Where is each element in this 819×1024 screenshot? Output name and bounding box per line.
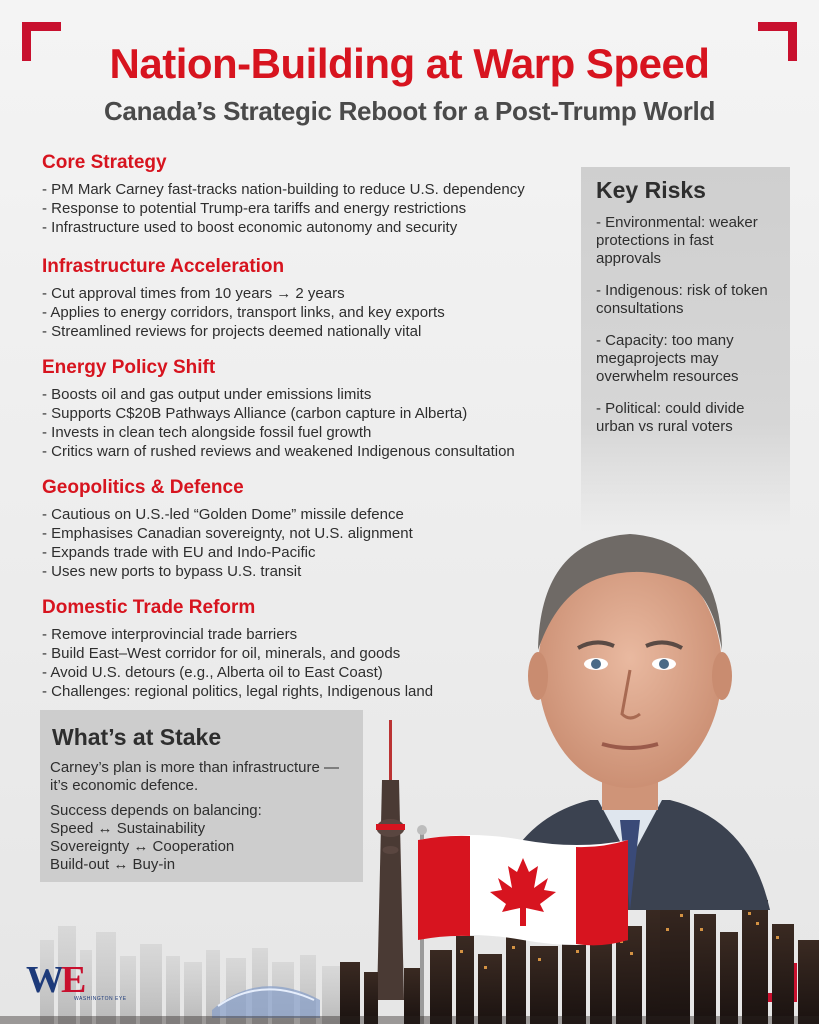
list-item: - Supports C$20B Pathways Alliance (carbon capture in Alberta) <box>42 404 515 423</box>
list-item: - Build East–West corridor for oil, minerals, and goods <box>42 644 433 663</box>
section-heading: Core Strategy <box>42 152 167 173</box>
key-risks-heading: Key Risks <box>596 177 706 203</box>
section-heading: Geopolitics & Defence <box>42 477 244 498</box>
list-item: - Boosts oil and gas output under emissions limits <box>42 385 515 404</box>
list-item: - PM Mark Carney fast-tracks nation-building to reduce U.S. dependency <box>42 180 525 199</box>
list-item: - Cautious on U.S.-led “Golden Dome” missile defence <box>42 505 413 524</box>
list-item: - Response to potential Trump-era tariffs and energy restrictions <box>42 199 525 218</box>
key-risks-panel <box>581 167 790 533</box>
list-item: - Applies to energy corridors, transport links, and key exports <box>42 303 445 322</box>
list-item: - Critics warn of rushed reviews and weakened Indigenous consultation <box>42 442 515 461</box>
section-geopolitics-defence <box>42 477 413 581</box>
list-item: - Streamlined reviews for projects deemed nationally vital <box>42 322 445 341</box>
canadian-flag-icon <box>418 830 628 950</box>
cn-tower-shape <box>376 720 405 1000</box>
section-infrastructure-acceleration <box>42 256 445 341</box>
risk-item: - Indigenous: risk of token consultations <box>596 282 778 318</box>
list-item: - Uses new ports to bypass U.S. transit <box>42 562 413 581</box>
page-subtitle: Canada’s Strategic Reboot for a Post-Trump World <box>103 96 716 126</box>
logo-mark-w: W <box>26 959 61 1001</box>
section-heading: Infrastructure Acceleration <box>42 256 285 277</box>
whats-at-stake-panel <box>40 710 363 882</box>
risk-item: - Political: could divide urban vs rural voters <box>596 400 778 436</box>
list-item: - Remove interprovincial trade barriers <box>42 625 433 644</box>
section-domestic-trade-reform <box>42 597 433 701</box>
stake-balance-label: Success depends on balancing: <box>50 802 262 819</box>
list-item: - Avoid U.S. detours (e.g., Alberta oil to East Coast) <box>42 663 433 682</box>
risk-item: - Environmental: weaker protections in fast approvals <box>596 214 778 268</box>
logo-mark-e: E <box>61 959 84 1001</box>
section-core-strategy <box>42 152 525 237</box>
list-item: - Cut approval times from 10 years → 2 years <box>42 284 445 303</box>
stake-pair: Sovereignty ↔ Cooperation <box>50 838 235 855</box>
stake-pair: Build-out ↔ Buy-in <box>50 856 176 873</box>
section-heading: Energy Policy Shift <box>42 357 216 378</box>
stake-heading: What’s at Stake <box>52 724 222 750</box>
section-energy-policy-shift <box>42 357 515 461</box>
page-title: Nation-Building at Warp Speed <box>109 40 710 87</box>
risk-item: - Capacity: too many megaprojects may overwhelm resources <box>596 332 778 386</box>
section-heading: Domestic Trade Reform <box>42 597 256 618</box>
list-item: - Expands trade with EU and Indo-Pacific <box>42 543 413 562</box>
list-item: - Infrastructure used to boost economic autonomy and security <box>42 218 525 237</box>
list-item: - Emphasises Canadian sovereignty, not U.S. alignment <box>42 524 413 543</box>
stake-pair: Speed ↔ Sustainability <box>50 820 206 837</box>
list-item: - Invests in clean tech alongside fossil fuel growth <box>42 423 515 442</box>
logo-caption: WASHINGTON EYE <box>74 996 127 1002</box>
stake-intro: Carney’s plan is more than infrastructure —it’s economic defence. <box>50 759 340 794</box>
list-item: - Challenges: regional politics, legal rights, Indigenous land <box>42 682 433 701</box>
